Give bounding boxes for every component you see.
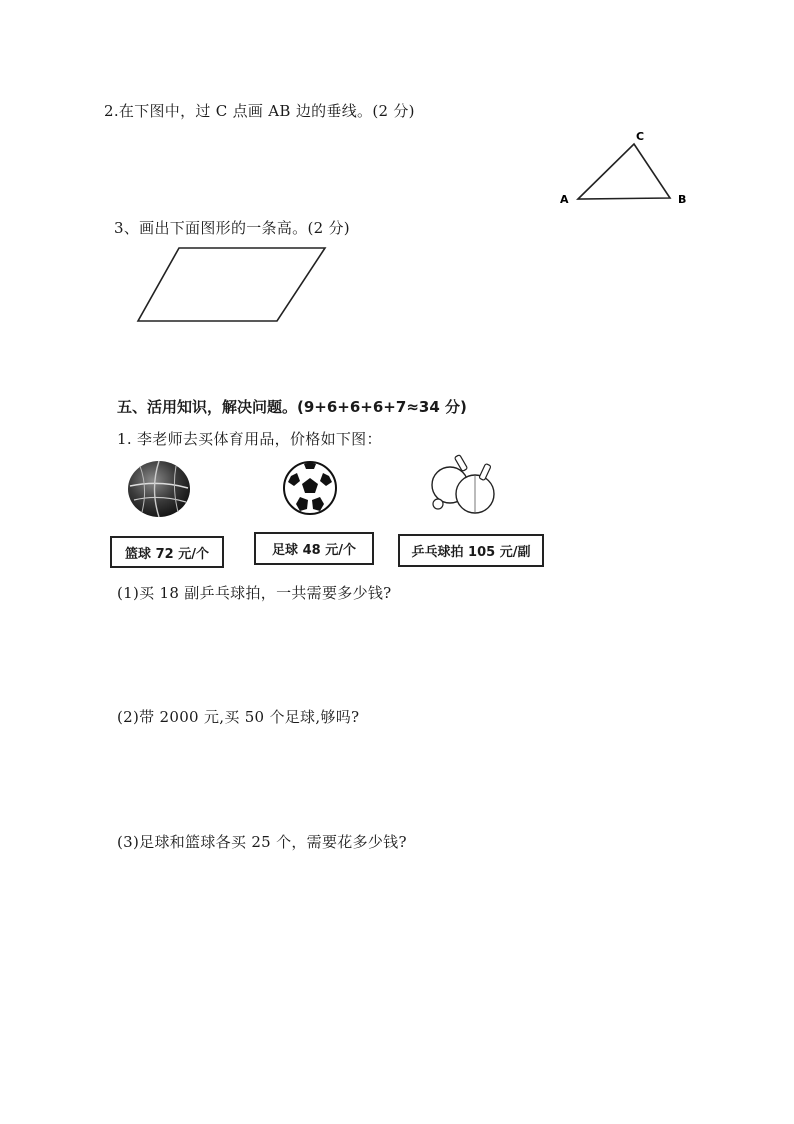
price-box-pingpong: 乒乓球拍 105 元/副	[398, 534, 544, 567]
price-box-basketball: 篮球 72 元/个	[110, 536, 224, 568]
football-icon	[282, 460, 338, 516]
sub-question-1: (1)买 18 副乒乓球拍，一共需要多少钱?	[117, 584, 392, 602]
point-c-label: C	[636, 130, 645, 143]
triangle-abc-shape	[578, 144, 670, 199]
question-3-text: 3、画出下面图形的一条高。(2 分)	[114, 219, 350, 237]
point-b-label: B	[678, 193, 687, 206]
sub-question-3: (3)足球和篮球各买 25 个，需要花多少钱?	[117, 833, 407, 851]
triangle-figure	[550, 120, 700, 215]
parallelogram-shape	[138, 248, 325, 321]
sub-question-2: (2)带 2000 元,买 50 个足球,够吗?	[117, 708, 360, 726]
price-box-football: 足球 48 元/个	[254, 532, 374, 565]
problem-1-intro: 1. 李老师去买体育用品，价格如下图：	[117, 430, 382, 448]
question-2-text: 2.在下图中，过 C 点画 AB 边的垂线。(2 分)	[104, 102, 415, 120]
basketball-icon	[126, 458, 192, 520]
section-5-title: 五、活用知识，解决问题。(9+6+6+6+7≈34 分)	[117, 398, 467, 416]
parallelogram-figure	[130, 240, 340, 330]
point-a-label: A	[560, 193, 569, 206]
pingpong-paddles-icon	[428, 442, 504, 514]
